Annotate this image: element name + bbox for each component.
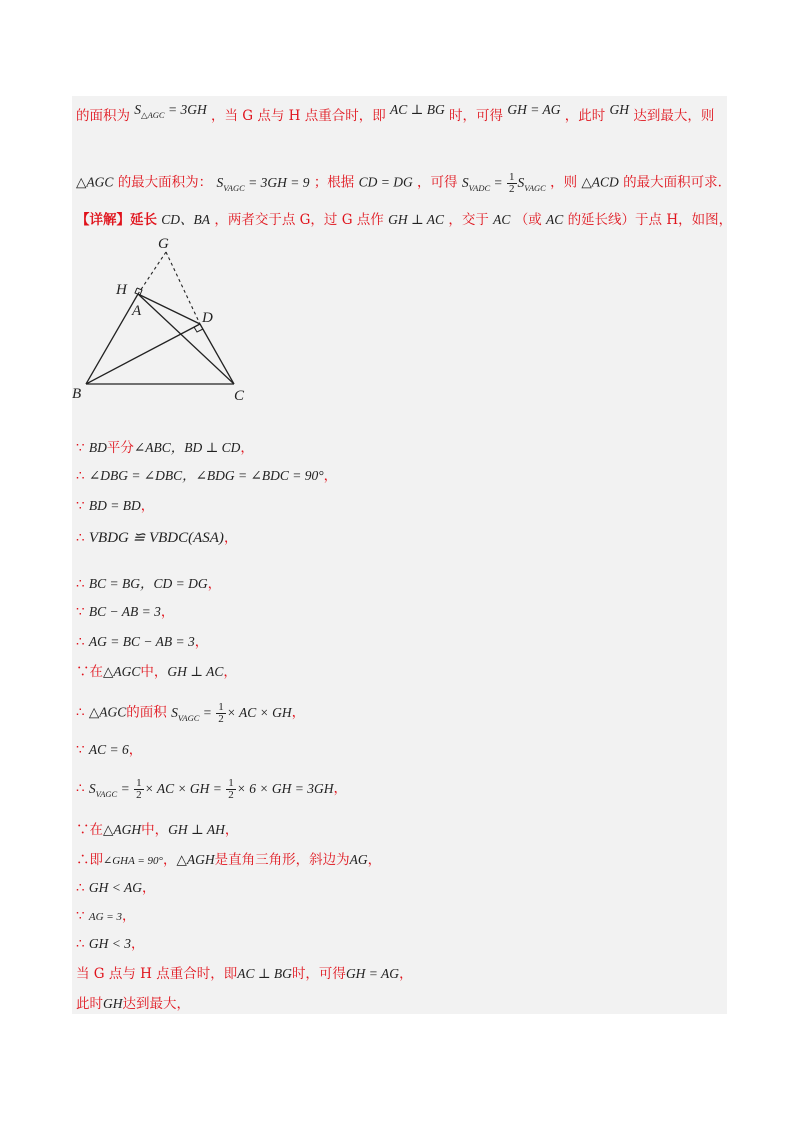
therefore-symbol: ∴ <box>76 634 89 650</box>
segment-GH-dashed <box>138 252 166 294</box>
text-line-7 <box>76 528 237 548</box>
text-line-8 <box>76 574 221 594</box>
math-segment: AC <box>546 212 564 227</box>
text: （或 <box>514 212 542 228</box>
right-angle-H <box>135 288 142 295</box>
text: ，两者交于点 G，过 G 点作 <box>214 212 384 228</box>
math: BC − AB = 3 <box>88 604 161 619</box>
text: ， <box>207 576 222 592</box>
therefore-symbol: ∴ <box>76 704 89 721</box>
text-line-15 <box>76 820 238 840</box>
math-angle: ∠GHA = 90° <box>103 855 163 867</box>
text-line-5 <box>76 466 337 486</box>
text: 的面积为 <box>76 108 130 124</box>
text: ∴即 <box>76 852 103 868</box>
text-line-10 <box>76 632 208 652</box>
text: 的最大面积为： <box>117 174 213 191</box>
math-perpendicular: GH ⊥ AC <box>388 212 445 227</box>
geometry-figure <box>60 232 300 412</box>
because-symbol: ∵ <box>76 604 89 620</box>
math: GH < 3 <box>88 936 131 951</box>
math-area-max: $S_{VAGC} = 3GH = 9$ <box>216 174 310 193</box>
text: ， <box>162 852 177 868</box>
math-equation: CD = DG <box>358 174 413 190</box>
text-line-16 <box>76 850 381 871</box>
text: ， <box>240 440 254 456</box>
math: AC = 6 <box>88 742 129 757</box>
math: AG = BC − AB = 3 <box>88 634 195 649</box>
math-segment: AG <box>349 852 368 867</box>
math: AG = 3 <box>88 911 122 923</box>
text-line-12 <box>76 702 305 728</box>
text-line-9 <box>76 602 174 622</box>
label-D: D <box>202 310 213 326</box>
text: 的延长线）于点 H，如图， <box>567 212 733 228</box>
therefore-symbol: ∴ <box>76 468 89 484</box>
text: 达到最大， <box>122 996 190 1012</box>
label-B: B <box>72 386 82 402</box>
math-area-formula: $S_{VAGC}$ = $\frac{1}{2}$ × AC × GH <box>171 701 292 725</box>
math-area-relation: $S_{VADC}$ = $\frac{1}{2}$ $S_{VAGC}$ <box>461 171 546 195</box>
text: ， <box>140 498 155 514</box>
text: ；根据 <box>313 174 355 191</box>
math-segment: GH <box>103 996 123 1011</box>
text: ， <box>333 780 347 797</box>
text: 平分 <box>106 440 134 456</box>
math-triangle: △AGC <box>88 704 127 720</box>
text: ， <box>128 742 143 758</box>
label-G: G <box>158 236 169 252</box>
text: ， <box>131 936 145 952</box>
text: ， <box>223 664 237 680</box>
math: BC = BG，CD = DG <box>88 576 208 591</box>
label-A: A <box>132 303 142 319</box>
text: 是直角三角形，斜边为 <box>214 852 350 868</box>
math: BD = BD <box>88 498 141 513</box>
text: ， <box>291 704 306 721</box>
because-symbol: ∵ <box>76 440 89 456</box>
text: 的面积 <box>126 704 167 721</box>
text: ， <box>323 468 338 484</box>
text: ，当 G 点与 H 点重合时，即 <box>211 108 386 124</box>
math: BD <box>88 440 107 455</box>
therefore-symbol: ∴ <box>76 880 89 896</box>
text-line-4 <box>76 438 254 458</box>
math-angles: ∠DBG = ∠DBC，∠BDG = ∠BDC = 90° <box>88 468 324 483</box>
because-symbol: ∵ <box>76 908 89 924</box>
text: ， <box>160 604 175 620</box>
because-symbol: ∵ <box>76 742 89 758</box>
math-perpendicular: GH ⊥ AH <box>168 822 225 837</box>
text: ， <box>194 634 209 650</box>
text: ，此时 <box>564 108 606 124</box>
math-perpendicular: AC ⊥ BG <box>390 102 445 117</box>
text: ，可得 <box>417 174 458 191</box>
math-segments: CD、BA <box>161 212 211 227</box>
math-area-formula: $S_{\triangle AGC} = 3GH$ <box>134 102 207 120</box>
math-perpendicular: ，BD ⊥ CD <box>170 440 241 455</box>
math-triangle: △AGC <box>76 174 114 190</box>
text: ∵在 <box>76 822 103 838</box>
therefore-symbol: ∴ <box>76 936 89 952</box>
text: 中， <box>141 822 169 838</box>
text: ， <box>224 822 239 838</box>
math-equation: GH = AG <box>345 966 400 981</box>
text: ∵在 <box>76 664 103 680</box>
math-triangle: △AGH <box>103 822 142 837</box>
therefore-symbol: ∴ <box>76 780 89 797</box>
text-line-11 <box>76 662 237 682</box>
text: 达到最大，则 <box>633 108 715 124</box>
segment-AC <box>138 294 234 384</box>
text: 【详解】延长 <box>76 212 157 228</box>
text-line-17 <box>76 878 156 898</box>
math-perpendicular: GH ⊥ AC <box>167 664 224 679</box>
math-triangle: △AGH <box>176 852 215 867</box>
segment-DC <box>200 324 234 384</box>
because-symbol: ∵ <box>76 498 89 514</box>
math-segment: GH <box>609 102 630 117</box>
text-line-19 <box>76 934 145 954</box>
text: ， <box>367 852 382 868</box>
text-line-2 <box>76 172 722 198</box>
text-line-13 <box>76 740 142 760</box>
math: GH < AG <box>88 880 143 895</box>
math-segment: AC <box>493 212 511 227</box>
text-line-21 <box>76 994 190 1014</box>
text-line-6 <box>76 496 154 516</box>
text: ， <box>399 966 413 982</box>
text: ，交于 <box>448 212 489 228</box>
text-line-3 <box>76 210 732 230</box>
text-line-20 <box>76 964 413 984</box>
label-H: H <box>116 282 127 298</box>
math-equation: GH = AG <box>507 102 561 117</box>
math-perpendicular: AC ⊥ BG <box>237 966 292 981</box>
math-triangle: △AGC <box>103 664 141 679</box>
math-area-calc: $S_{VAGC}$ = $\frac{1}{2}$ × AC × GH = $\frac{1}{2}$ × 6 × GH = 3GH <box>88 777 334 801</box>
text: ， <box>121 908 136 924</box>
text: ， <box>142 880 156 896</box>
text-line-14 <box>76 778 347 804</box>
text: ， <box>223 530 238 546</box>
segment-GD-dashed <box>166 252 200 324</box>
text: 当 G 点与 H 点重合时，即 <box>76 966 238 982</box>
segment-AD <box>138 294 200 324</box>
text: 时，可得 <box>291 966 346 982</box>
label-C: C <box>234 388 245 404</box>
text-line-18 <box>76 906 135 927</box>
math-angle: ∠ABC <box>133 440 171 455</box>
text: 的最大面积可求. <box>623 174 722 191</box>
text: 中， <box>140 664 168 680</box>
text: 此时 <box>76 996 103 1012</box>
text: 时，可得 <box>449 108 504 124</box>
therefore-symbol: ∴ <box>76 530 89 546</box>
therefore-symbol: ∴ <box>76 576 89 592</box>
text-line-1 <box>76 100 714 126</box>
text: ，则 <box>550 174 578 191</box>
math-triangle: △ACD <box>581 174 619 190</box>
math-congruence: VBDG ≌ VBDC(ASA) <box>88 530 224 546</box>
